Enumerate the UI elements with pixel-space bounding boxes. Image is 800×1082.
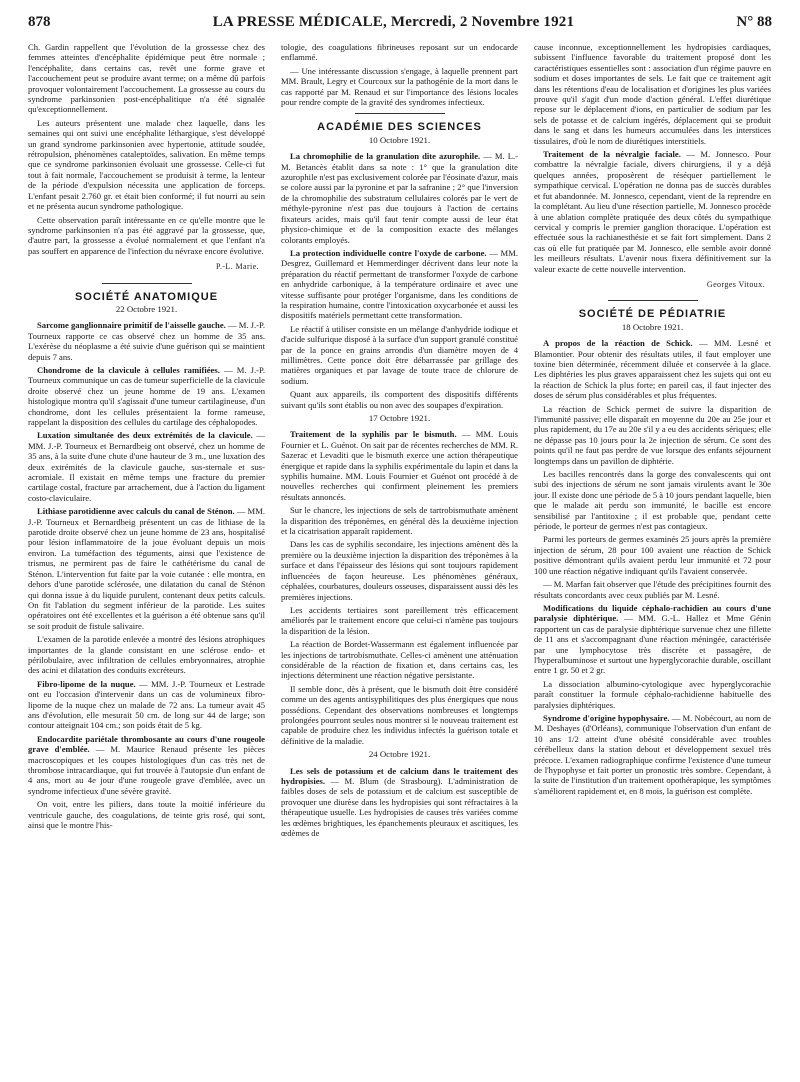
section-title: SOCIÉTÉ ANATOMIQUE xyxy=(74,290,219,303)
section-title: ACADÉMIE DES SCIENCES xyxy=(317,121,482,134)
paragraph: La réaction de Bordet-Wassermann est également influencée par les injections de tartrobismuthate. Celles-ci amènent une atténuation considérable de la réaction de fixation et, dans certains cas, les injections déterminent une réaction négative persistante. xyxy=(281,639,518,681)
entry-title: Chondrome de la clavicule à cellules ramifiées. xyxy=(37,364,220,375)
entry xyxy=(281,248,518,321)
paragraph: La dissociation albumino-cytologique avec hyperglycorachie paraît constituer la formule céphalo-rachidienne habituelle des paralysies diphtériques. xyxy=(534,678,771,710)
column-1 xyxy=(28,42,265,1074)
entry xyxy=(28,506,265,631)
paragraph: Quant aux appareils, ils comportent des dispositifs différents suivant qu'ils sont établis ou non avec des soupapes d'expiration. xyxy=(281,389,518,410)
entry-title: Endocardite pariétale thrombosante au cours d'une rougeole grave d'emblée. xyxy=(28,733,265,755)
session-date: 17 Octobre 1921. xyxy=(368,413,431,423)
paragraph: cause inconnue, exceptionnellement les hydropisies cardiaques, subissent l'influence favorable du traitement proposé dont les caractéristiques essentielles sont : association d'un régime pauvre en sodium et doses importantes de sels. Le fait que ce traitement agit dans les rétentions d'eau de localisation et d'origines les plus variées prouve qu'il s'agit d'un mode d'action général. L'effet diurétique repose sur le déplacement d'ions, en particulier de sodium par les sels de potasse et de calcium ingérés, déplacement qui se produit dans le sang et dans les humeurs accumulées dans les interstices tissulaires, d'où le nom de diurétiques interstitiels. xyxy=(534,42,771,146)
entry-title: La chromophilie de la granulation dite azurophile. xyxy=(290,151,481,162)
section-title: SOCIÉTÉ DE PÉDIATRIE xyxy=(578,308,727,321)
entry-title: La protection individuelle contre l'oxyde de carbone. xyxy=(290,247,487,258)
entry xyxy=(281,151,518,245)
entry-body: — M. J.-P. Tourneux rapporte ce cas observé chez un homme de 35 ans. L'exérèse du néoplasme a été suivie d'une guérison qui se maintient depuis 7 ans. xyxy=(28,320,265,362)
paragraph: Cette observation paraît intéressante en ce qu'elle montre que le syndrome parkinsonien n'a pas été aggravé par la grossesse, que, d'autre part, la grossesse a évolué normalement et que l'enfant n'a pas souffert en apparence de l'infection du névraxe encore évolutive. xyxy=(28,214,265,256)
entry xyxy=(534,603,771,676)
entry xyxy=(281,766,518,839)
paragraph: tologie, des coagulations fibrineuses reposant sur un endocarde enflammé. xyxy=(281,42,518,63)
divider xyxy=(608,300,698,301)
session-date: 22 Octobre 1921. xyxy=(115,303,178,314)
session-date: 18 Octobre 1921. xyxy=(621,321,684,332)
page-number: 878 xyxy=(28,14,51,30)
entry-body: — M. Jonnesco. Pour combattre la névralgie faciale, divers chirurgiens, il y a déjà quelques années, proposèrent de réséquer partiellement le sympathique cervical. L'opération ne donna pas de succès durables et fut abandonnée. M. Jonnesco, cependant, vient de la reprendre en la complétant. Au lieu d'une résection partielle, M. Jonnesco procède à une ablation complète pratiquée des deux côtés du sympathique cervical y compris le premier ganglion thoracique. L'opération est effectuée sous la rachianesthésie et se fait fort simplement. Dans 2 cas où elle fut pratiquée par M. Jonnesco, elle semble avoir donné les meilleurs résultats. L'avenir nous fixera définitivement sur la valeur exacte de cette nouvelle intervention. xyxy=(534,149,771,274)
entry-body: — MM. Lesné et Blamontier. Pour obtenir des résultats utiles, il faut employer une toxine bien déterminée, récemment diluée et conservée à la glace. Les diphtéries les plus graves apparaissent chez les sujets qui ont eu la réaction de Schick la plus forte; en pareil cas, il faut injecter des doses de sérum plus considérables et plus fréquentes. xyxy=(534,338,771,401)
entry-body: — MM. Louis Fournier et L. Guénot. On sait par de récentes recherches de MM. R. Sazerac et Levaditi que le bismuth exerce une action thérapeutique énergique et rapide dans la syphilis expérimentale du lapin et dans la syphilis humaine. MM. Louis Fournier et Guénot ont procédé à de nouvelles recherches qui confirment pleinement les premiers résultats annoncés. xyxy=(281,429,518,502)
entry-body: — MM. Desgrez, Guillemard et Hemmerdinger décrivent dans leur note la préparation du réactif permettant de transformer l'oxyde de carbone en anhydride carbonique, à la température ordinaire et avec une vitesse suffisante pour protéger l'organisme, dans les conditions de la respiration humaine, contre l'intoxication oxycarbonée et aussi les dispositifs matériels permettant cette transformation. xyxy=(281,247,518,321)
entry-body: — MM. J.-P. Tourneux et Bernardbeig ont observé, chez un homme de 35 ans, à la suite d'une chute d'une hauteur de 3 m., une luxation des deux extrémités de la clavicule gauche, sus-sternale et sus-acromiale. Il existait en même temps une fracture du premier cartilage costal, fracture par arrachement, due à l'action du ligament costo-claviculaire. xyxy=(28,430,265,503)
entry-body: — M. L.-M. Betancès établit dans sa note : 1° que la granulation dite azurophile n'est pas exclusivement colorée par l'éosinate d'azur, mais se colore aussi par la pyronine et par la safranine ; 2° que l'inversion de la chromophilie des substratum cellulaires colorés par le vert de méthyle-pyronine n'est pas due toujours à l'action de certains fixateurs acides, mais qu'il faut tenir compte aussi de leur état physico-chimique et de la composition exacte des mélanges colorants employés. xyxy=(281,151,518,245)
article-columns xyxy=(28,42,772,1074)
paragraph: — M. Marfan fait observer que l'étude des précipitines fournit des résultats concordants avec ceux publiés par M. Lesné. xyxy=(534,579,771,600)
paragraph: L'examen de la parotide enlevée a montré des lésions atrophiques importantes de la glande consistant en une sclérose endo- et périlobulaire, avec infiltration de cellules embryonnaires, atrophie des acini et dilatation des conduits excréteurs. xyxy=(28,634,265,676)
entry xyxy=(534,149,771,274)
entry xyxy=(28,365,265,427)
column-3 xyxy=(534,42,771,1074)
paragraph: Les accidents tertiaires sont pareillement très efficacement améliorés par le traitement encore que celui-ci n'amène pas toujours la disparition de la lésion. xyxy=(281,604,518,636)
entry-title: Fibro-lipome de la nuque. xyxy=(37,678,136,689)
entry xyxy=(281,429,518,502)
entry-title: Traitement de la névralgie faciale. xyxy=(543,149,681,160)
session-date: 10 Octobre 1921. xyxy=(368,134,431,145)
entry xyxy=(28,430,265,503)
entry xyxy=(534,713,771,796)
paragraph: Les auteurs présentent une malade chez laquelle, dans les semaines qui ont suivi une encéphalite léthargique, s'est développé un grand syndrome parkinsonien avec hypertonie, attitude soudée, rétropulsion, phénomènes cataleptoïdes, salivation. En même temps que ce syndrome parkinsonien évoluait une grossesse. Celle-ci fut tout à fait normale, l'accouchement se produisit à terme, la lenteur de la période d'expulsion nécessita une application de forceps. L'enfant pesait 2.760 gr. et était bien conformé; il fut nourri au sein et ne présenta aucun syndrome pathologique. xyxy=(28,117,265,212)
entry xyxy=(28,320,265,362)
paragraph: Sur le chancre, les injections de sels de tartrobismuthate amènent la disparition des tréponèmes, en général dès la deuxième injection et la cicatrisation apparaît rapidement. xyxy=(281,505,518,537)
entry-body: — M. Nobécourt, au nom de M. Deshayes (d'Orléans), communique l'observation d'un enfant de 10 ans 1/2 atteint d'une obésité considérable avec troubles cérébelleux dans la station debout et développement sexuel très précoce. L'examen radiographique confirme l'existence d'une tumeur de l'hypophyse et fait porter un pronostic très sombre. Cependant, à la suite de l'institution d'un traitement opothérapique, les symptômes s'améliorent rapidement et, en 8 mois, la guérison est complète. xyxy=(534,712,771,796)
entry-title: Traitement de la syphilis par le bismuth. xyxy=(290,429,457,440)
page-header xyxy=(28,14,772,36)
paragraph: Les bacilles rencontrés dans la gorge des convalescents qui ont subi des injections de sérum ne sont jamais virulents avant le 30e jour. Il existe donc une période de 5 à 10 jours pendant laquelle, bien que le malade ait perdu son immunité, le bacille est encore sensibilisé par l'antitoxine ; il est probable que, pendant cette période, le porteur de germes n'est pas contagieux. xyxy=(534,469,771,532)
author-signature: Georges Vitoux. xyxy=(706,279,765,289)
entry-body: — MM. G.-L. Hallez et Mme Génin rapportent un cas de paralysie diphtérique survenue chez une fillette de 11 ans et s'accompagnant d'une réaction méningée, caractérisée par une lymphocytose très discrète et passagère, de l'hyperalbuminose et surtout une hyperglycorachie durable, oscillant entre 1 gr. 50 et 2 gr. xyxy=(534,613,771,676)
paragraph: Ch. Gardin rappellent que l'évolution de la grossesse chez des femmes atteintes d'encéphalite épidémique peut être normale ; l'encéphalite, dans certains cas, revêt une forme grave et l'accouchement peut se produire avant terme; on a même dû parfois provoquer volontairement l'accouchement. La grossesse au cours du syndrome parkinsonien post-encéphalitique n'a été signalée qu'exceptionnellement. xyxy=(28,42,265,115)
paragraph: La réaction de Schick permet de suivre la disparition de l'immunité passive; elle disparaît en moyenne du 20e au 25e jour et plus rapidement, du 17e au 20e s'il y a eu des accidents sériques; elle ne dépasse pas 10 jours pour la 2e injection de sérum. Ce sont des points qu'il ne faut pas perdre de vue lorsque des enfants séjournent longtemps dans un pavillon de diphtérie. xyxy=(534,403,771,466)
entry xyxy=(534,338,771,400)
entry-title: Sarcome ganglionnaire primitif de l'aisselle gauche. xyxy=(37,320,226,331)
paragraph: Dans les cas de syphilis secondaire, les injections amènent dès la première ou la deuxième injection la disparition des tréponèmes à la surface et dans l'épaisseur des lésions qui sont toujours rapidement influencées de façon heureuse. Les phénomènes généraux, céphalées, courbatures, douleurs osseuses, disparaissent aussi dès les premières injections. xyxy=(281,539,518,602)
entry-body: — M. Maurice Renaud présente les pièces macroscopiques et les coupes histologiques d'un cas très net de thrombose intracardiaque, qui fut trouvée à l'autopsie d'un enfant de 4 ans, mort au 4e jour d'une rougeole grave d'emblée, avec un syndrome infectieux d'une sévère gravité. xyxy=(28,744,265,796)
entry xyxy=(28,734,265,796)
divider xyxy=(102,283,192,284)
entry xyxy=(28,679,265,731)
entry-body: — MM. J.-P. Tourneux et Lestrade ont eu l'occasion d'intervenir dans un cas de volumineux fibro-lipome de la nuque chez un malade de 72 ans. La tumeur avait 45 ans d'évolution, elle mesurait 50 cm. de long sur 44 de large; son contour atteignait 104 cm.; son poids était de 5 kg. xyxy=(28,678,265,731)
entry-title: Les sels de potassium et de calcium dans le traitement des hydropisies. xyxy=(281,765,518,786)
paragraph: — Une intéressante discussion s'engage, à laquelle prennent part MM. Brault, Legry et Courcoux sur la pathogénie de la mort dans le cas rapporté par M. Renaud et sur l'importance des lésions locales pour rendre compte de la gravité des syndromes infectieux. xyxy=(281,65,518,108)
issue-number: N° 88 xyxy=(736,14,772,30)
entry-title: Luxation simultanée des deux extrémités de la clavicule. xyxy=(37,430,253,441)
paragraph: Le réactif à utiliser consiste en un mélange d'anhydride iodique et d'acide sulfurique disposé à la surface d'un support granulé constitué par de la ponce en grains arrondis d'un diamètre moyen de 4 millimètres. Cette ponce doit être débarrassée par grillage des matières organiques et par lavage de toute trace de chlorure de sodium. xyxy=(281,323,518,386)
author-signature: P.-L. Marie. xyxy=(215,262,259,272)
entry-title: Syndrome d'origine hypophysaire. xyxy=(543,712,670,723)
session-date: 24 Octobre 1921. xyxy=(368,749,431,760)
entry-title: Modifications du liquide céphalo-rachidien au cours d'une paralysie diphtérique. xyxy=(534,602,771,624)
entry-title: A propos de la réaction de Schick. xyxy=(543,338,693,349)
entry-body: — M. Blum (de Strasbourg). L'administration de faibles doses de sels de potassium et de calcium est susceptible de provoquer une diurèse dans les hydropisies qui sont réfractaires à la thérapeutique usuelle. Les hydropisies de causes très variées comme les œdèmes brightiques, les épanchements pleuraux et ascitiques, les œdèmes de xyxy=(281,776,518,839)
entry-title: Lithiase parotidienne avec calculs du canal de Sténon. xyxy=(37,506,235,517)
paragraph: On voit, entre les piliers, dans toute la moitié inférieure du ventricule gauche, des coagulations, de teinte gris rosé, qui sont, ainsi que le montre l'his- xyxy=(28,799,265,831)
column-2 xyxy=(281,42,518,1074)
paragraph: Il semble donc, dès à présent, que le bismuth doit être considéré comme un des agents antisyphilitiques des plus énergiques que nous possédions. Cependant des observations nombreuses et longtemps prolongées pourront seules nous montrer si le nouveau traitement est capable de produire chez les individus infectés la guérison totale et définitive de la maladie. xyxy=(281,683,518,746)
entry-body: — MM. J.-P. Tourneux et Bernardbeig présentent un cas de lithiase de la parotide droite observé chez un jeune homme de 23 ans, hospitalisé pour lésion inflammatoire de la joue évoluant depuis un mois environ. La tuméfaction des téguments, ainsi que l'existence de trismus, ne permirent pas de faire le cathétérisme du canal de Sténon. L'intervention fut faite par la voie cutanée : elle montra, en dehors d'une parotide sclérosée, une dilatation du canal de Sténon qui donna issue à du liquide purulent, contenant deux petits calculs. On fit l'ablation du segment inférieur de la parotide. Les suites opératoires ont été excellentes et la guérison a été obtenue sans qu'il se soit produit de fistule salivaire. xyxy=(28,506,265,631)
paragraph: Parmi les porteurs de germes examinés 25 jours après la première injection de sérum, 28 pour 100 avaient une réaction de Schick positive démontrant qu'ils avaient perdu leur immunité et 72 pour 100 une réaction négative indiquant qu'ils l'avaient conservée. xyxy=(534,534,771,576)
entry-body: — M. J.-P. Tourneux communique un cas de tumeur superficielle de la clavicule droite observé chez un jeune homme de 19 ans. L'examen histologique montra qu'il s'agissait d'une tumeur cartilagineuse, d'un chondrome, dont les cellules présentaient la forme rameuse, rappelant la disposition des cellules du cartilage des céphalopodes. xyxy=(28,364,265,427)
divider xyxy=(355,113,445,114)
journal-title: LA PRESSE MÉDICALE, Mercredi, 2 Novembre 1921 xyxy=(212,14,575,30)
